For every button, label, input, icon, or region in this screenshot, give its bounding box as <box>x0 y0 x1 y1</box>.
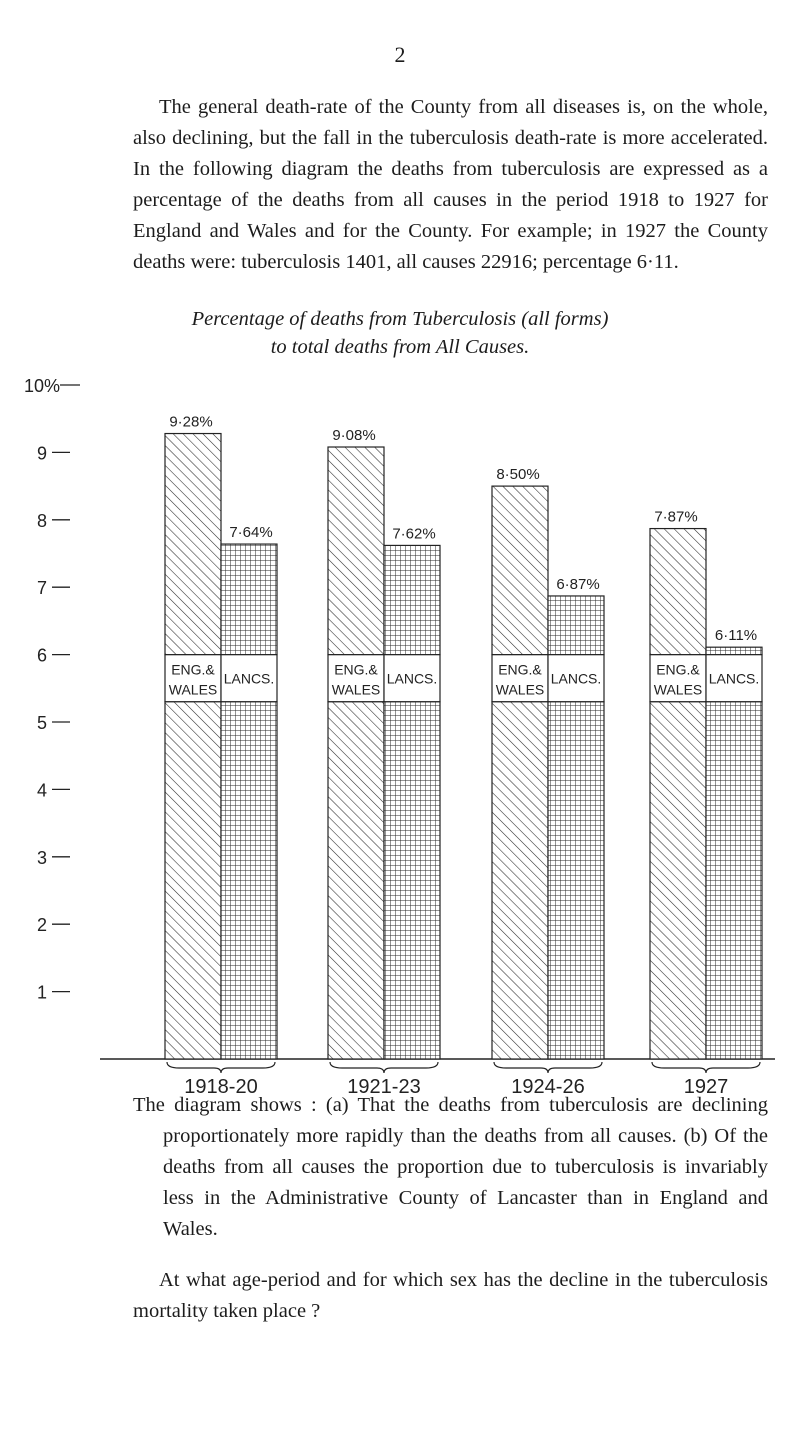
series-box-label: WALES <box>495 681 545 698</box>
bar-segment-lower <box>706 702 762 1059</box>
y-tick-label: 9 <box>36 443 48 464</box>
bar-value-label: 7·87% <box>654 508 698 526</box>
series-box-label: LANCS. <box>386 670 438 687</box>
chart-title <box>0 305 800 361</box>
series-box-label: LANCS. <box>550 670 602 687</box>
series-box-label: LANCS. <box>708 670 760 687</box>
bar-segment-upper <box>221 544 277 655</box>
bar-segment-upper <box>650 529 706 655</box>
y-tick-label: 10% <box>23 376 61 396</box>
period-label: 1924-26 <box>511 1076 585 1098</box>
period-label: 1927 <box>683 1076 729 1098</box>
series-box-label: ENG.& <box>171 661 215 678</box>
period-brace <box>167 1062 275 1073</box>
bar-value-label: 7·62% <box>392 525 436 543</box>
bar-segment-lower <box>548 702 604 1059</box>
diagram-caption <box>133 1090 768 1245</box>
bar-segment-lower <box>165 702 221 1059</box>
bar-value-label: 9·08% <box>332 427 376 445</box>
period-label: 1918-20 <box>184 1076 258 1098</box>
period-brace <box>330 1062 438 1073</box>
y-tick-label: 4 <box>36 780 48 801</box>
page-number: 2 <box>394 42 406 67</box>
bar-segment-lower <box>650 702 706 1059</box>
series-box-label: LANCS. <box>223 670 275 687</box>
y-tick-label: 6 <box>36 645 48 666</box>
y-tick-label: 8 <box>36 510 48 531</box>
caption-text: The diagram shows : (a) That the deaths from tuberculosis are declining proportionately more rapidly than the deaths from all causes. (b) Of the deaths from all causes the proportion due to tuberculosis is invariably less in the Administrative County of Lancaster than in England and Wales. <box>133 1094 768 1240</box>
y-tick-label: 5 <box>36 713 48 733</box>
bar-segment-upper <box>548 596 604 655</box>
bar-segment-lower <box>492 702 548 1059</box>
intro-paragraph: The general death-rate of the County from all diseases is, on the whole, also declining, but the fall in the tuberculosis death-rate is more accelerated. In the following diagram the deaths from tuberculosis are expressed as a percentage of the deaths from all causes in the period 1918 to 1927 for England and Wales and for the County. For example; in 1927 the County deaths were: tuberculosis 1401, all causes 22916; percentage 6·11. <box>133 96 768 273</box>
bar-value-label: 6·11% <box>714 627 758 645</box>
period-brace <box>494 1062 602 1073</box>
tuberculosis-percentage-chart <box>0 360 800 1098</box>
series-box-label: ENG.& <box>334 661 378 678</box>
chart-title-line-2: to total deaths from All Causes. <box>270 336 530 358</box>
chart-title-line-1: Percentage of deaths from Tuberculosis (all forms) <box>191 308 609 330</box>
bar-segment-lower <box>221 702 277 1059</box>
bar-segment-lower <box>384 702 440 1059</box>
series-box-label: ENG.& <box>498 661 542 678</box>
y-tick-label: 2 <box>36 915 48 936</box>
y-tick-label: 1 <box>36 982 48 1003</box>
bar-segment-upper <box>384 545 440 654</box>
period-label: 1921-23 <box>347 1076 421 1098</box>
bar-value-label: 7·64% <box>229 524 273 542</box>
bar-segment-lower <box>328 702 384 1059</box>
series-box-label: ENG.& <box>656 661 700 678</box>
series-box-label: WALES <box>653 681 703 698</box>
bar-value-label: 8·50% <box>496 466 540 484</box>
closing-question: At what age-period and for which sex has the decline in the tuberculosis mortality taken place ? <box>133 1269 768 1322</box>
period-brace <box>652 1062 760 1073</box>
series-box-label: WALES <box>331 681 381 698</box>
y-tick-label: 7 <box>36 578 48 599</box>
bar-segment-upper <box>706 647 762 655</box>
series-box-label: WALES <box>168 681 218 698</box>
bar-segment-upper <box>328 447 384 655</box>
bar-segment-upper <box>492 486 548 655</box>
bar-value-label: 6·87% <box>556 575 600 593</box>
bar-value-label: 9·28% <box>169 413 213 431</box>
bar-segment-upper <box>165 434 221 655</box>
y-tick-label: 3 <box>36 847 48 868</box>
